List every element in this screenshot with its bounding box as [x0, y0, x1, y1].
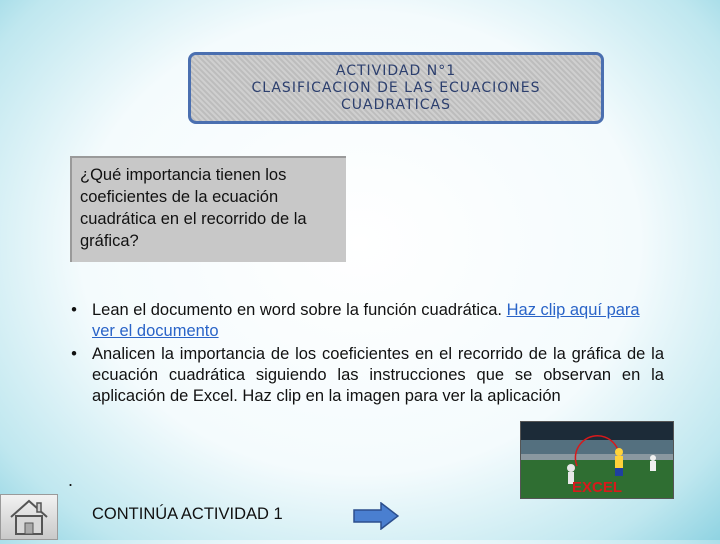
- activity-title-box: [188, 52, 604, 124]
- stray-dot: .: [68, 470, 74, 490]
- home-icon: [1, 495, 57, 539]
- title-line-2: CLASIFICACION DE LAS ECUACIONES: [251, 79, 541, 96]
- continue-activity-label: CONTINÚA ACTIVIDAD 1: [92, 505, 283, 523]
- title-line-3: CUADRATICAS: [341, 96, 451, 113]
- list-item-read-document: [64, 300, 664, 342]
- list-item-analyze: [64, 344, 664, 407]
- question-box: [70, 156, 346, 262]
- list-item-text: Lean el documento en word sobre la función cuadrática.: [92, 301, 507, 319]
- document-link[interactable]: Haz clip aquí para ver el documento: [92, 301, 640, 340]
- excel-label: EXCEL: [571, 479, 622, 496]
- question-text: ¿Qué importancia tienen los coeficientes de la ecuación cuadrática en el recorrido de la gráfica?: [80, 166, 307, 250]
- instructions-list: [64, 300, 664, 409]
- title-line-1: ACTIVIDAD N°1: [335, 62, 457, 79]
- home-button[interactable]: [0, 494, 58, 540]
- bullet-icon: •: [71, 345, 77, 363]
- right-arrow-icon: [353, 502, 399, 530]
- excel-application-image[interactable]: [520, 421, 674, 499]
- continue-button[interactable]: [353, 502, 399, 535]
- bullet-icon: •: [71, 301, 77, 319]
- list-item-text: Analicen la importancia de los coeficientes en el recorrido de la gráfica de la ecuación cuadrática siguiendo las instrucciones que se observan en la aplicación de Excel. Haz clip en la imagen para ver la aplicación: [92, 345, 664, 405]
